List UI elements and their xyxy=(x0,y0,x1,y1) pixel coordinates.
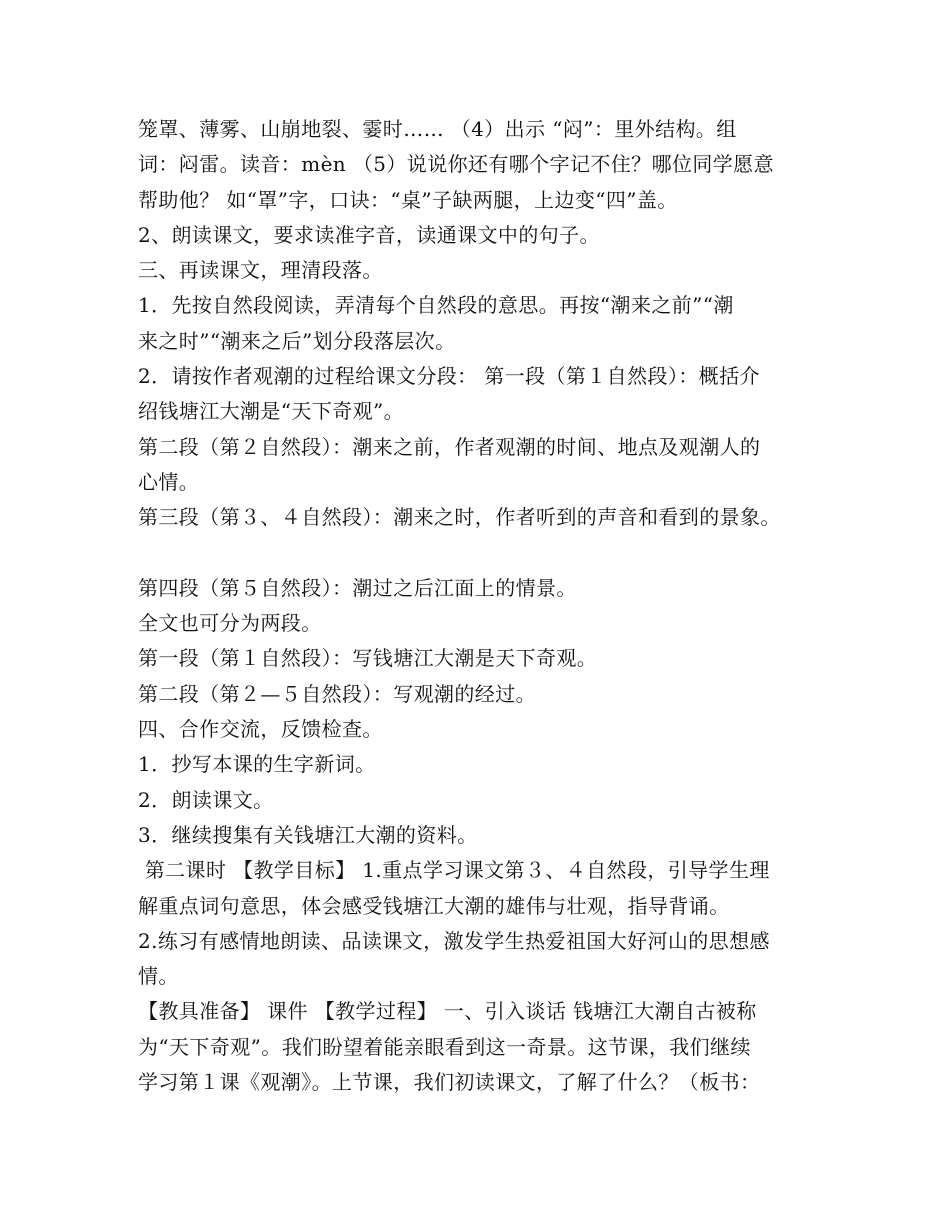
text-line-7: 来之时”“潮来之后”划分段落层次。 xyxy=(138,328,456,353)
text-line-17: 第二段（第２—５自然段）：写观潮的经过。 xyxy=(138,681,536,706)
text-line-28: 学习第１课《观潮》。上节课，我们初读课文，了解了什么？（板书： xyxy=(138,1070,761,1095)
text-line-12: 第三段（第３、４自然段）：潮来之时，作者听到的声音和看到的景象。 xyxy=(138,505,781,530)
text-line-5: 三、再读课文，理清段落。 xyxy=(138,258,383,283)
blank-line xyxy=(138,536,838,571)
text-line-22: 第二课时 【教学目标】 1.重点学习课文第３、４自然段，引导学生理 xyxy=(138,858,770,883)
text-line-8: 2．请按作者观潮的过程给课文分段： 第一段（第１自然段）：概括介 xyxy=(138,364,760,389)
text-line-27: 为“天下奇观”。我们盼望着能亲眼看到这一奇景。这节课，我们继续 xyxy=(138,1034,751,1059)
text-line-9: 绍钱塘江大潮是“天下奇观”。 xyxy=(138,399,405,424)
text-line-6: 1．先按自然段阅读，弄清每个自然段的意思。再按“潮来之前”“潮 xyxy=(138,293,734,318)
document-body xyxy=(138,112,838,1100)
text-line-20: 2．朗读课文。 xyxy=(138,787,274,812)
text-line-19: 1．抄写本课的生字新词。 xyxy=(138,752,376,777)
text-line-15: 全文也可分为两段。 xyxy=(138,611,322,636)
text-line-10: 第二段（第２自然段）：潮来之前，作者观潮的时间、地点及观潮人的 xyxy=(138,434,761,459)
text-line-23: 解重点词句意思，体会感受钱塘江大潮的雄伟与壮观，指导背诵。 xyxy=(138,893,730,918)
text-line-4: 2、朗读课文，要求读准字音，读通课文中的句子。 xyxy=(138,222,600,247)
text-line-18: 四、合作交流，反馈检查。 xyxy=(138,717,383,742)
text-line-25: 情。 xyxy=(138,964,179,989)
text-line-3: 帮助他？ 如“罩”字，口诀：“桌”子缺两腿，上边变“四”盖。 xyxy=(138,187,678,212)
text-line-16: 第一段（第１自然段）：写钱塘江大潮是天下奇观。 xyxy=(138,646,598,671)
text-line-1: 笼罩、薄雾、山崩地裂、霎时…… （4）出示 “闷”：里外结构。组 xyxy=(138,117,737,141)
text-line-21: 3．继续搜集有关钱塘江大潮的资料。 xyxy=(138,822,478,847)
text-line-24: 2.练习有感情地朗读、品读课文，激发学生热爱祖国大好河山的思想感 xyxy=(138,928,770,953)
text-line-14: 第四段（第５自然段）：潮过之后江面上的情景。 xyxy=(138,575,577,600)
text-line-2: 词：闷雷。读音：mèn （5）说说你还有哪个字记不住？哪位同学愿意 xyxy=(138,152,774,177)
text-line-11: 心情。 xyxy=(138,469,200,494)
text-line-26: 【教具准备】 课件 【教学过程】 一、引入谈话 钱塘江大潮自古被称 xyxy=(138,999,757,1024)
